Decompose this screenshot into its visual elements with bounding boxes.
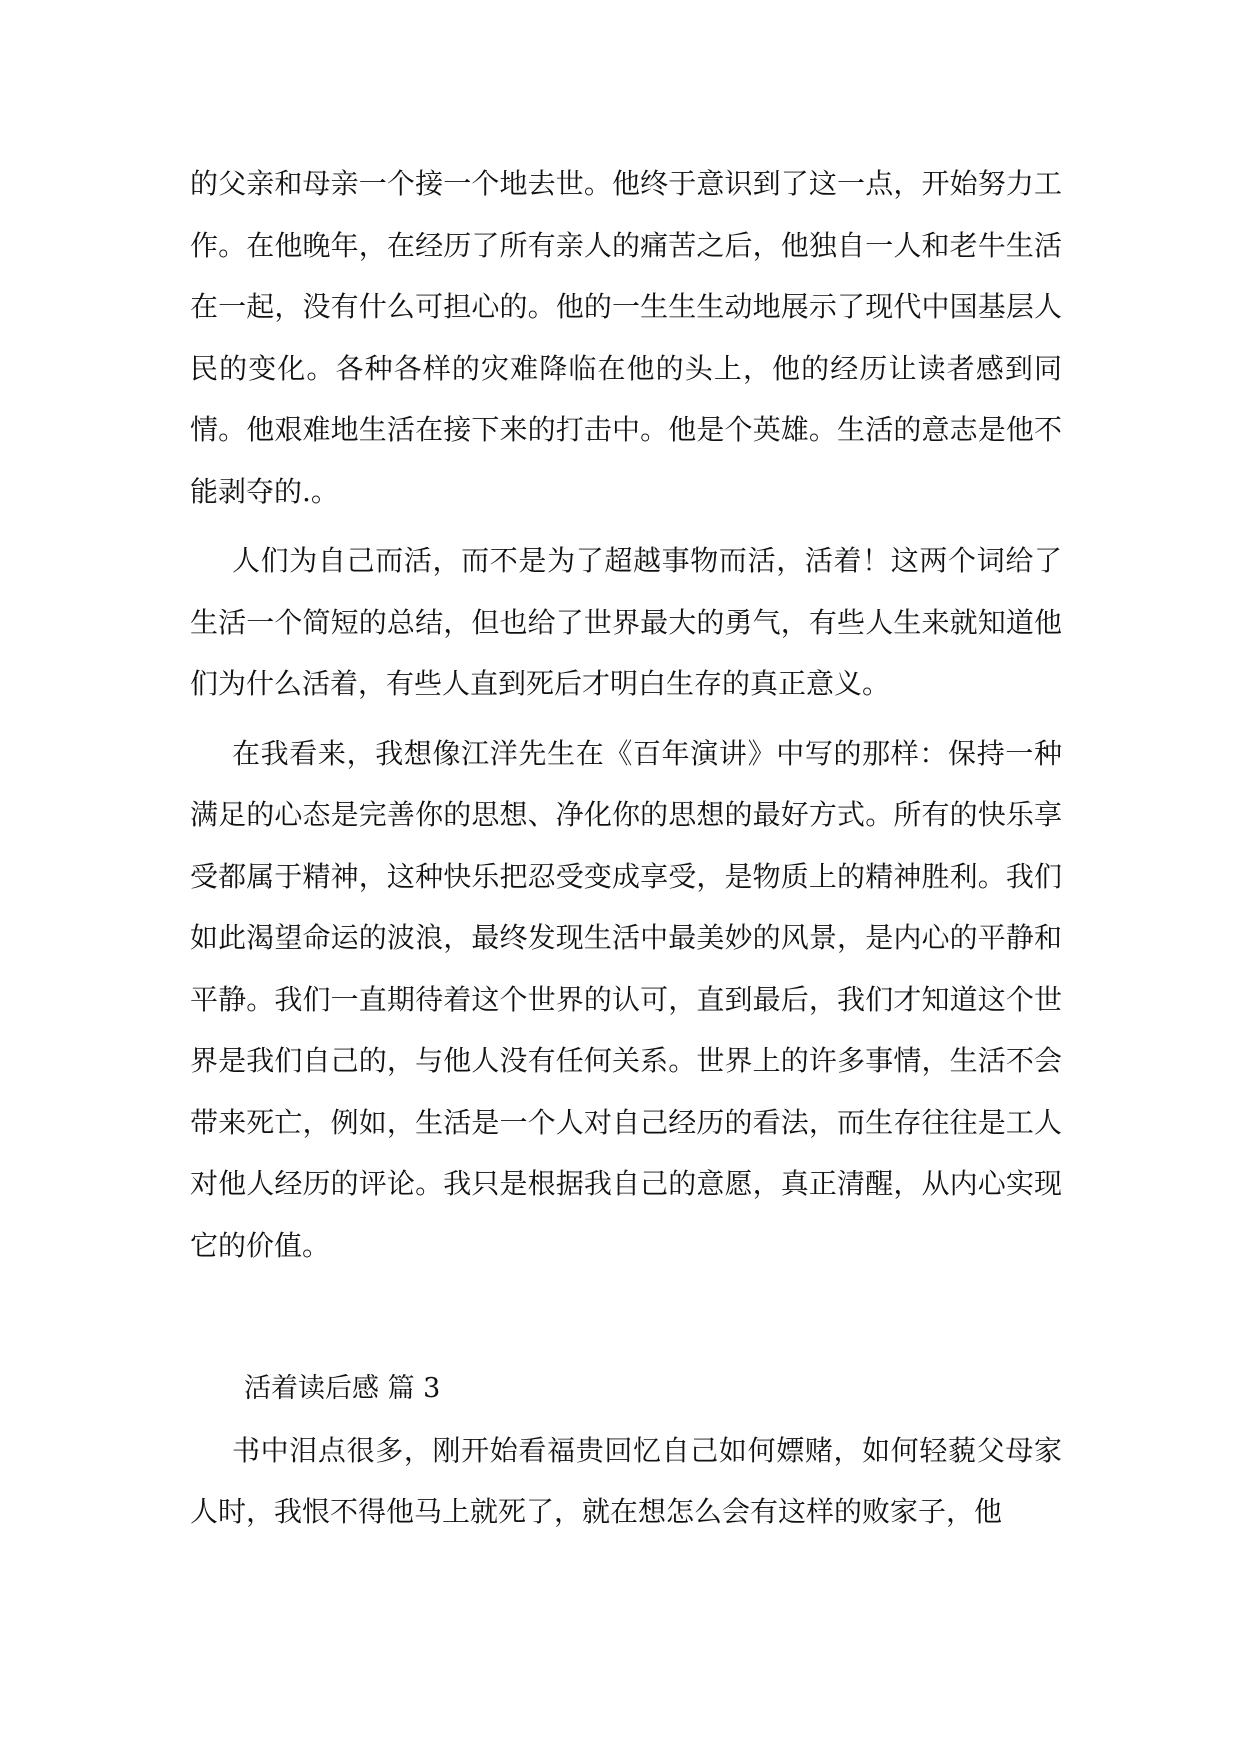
section-title: 活着读后感 篇 3 [244, 1373, 441, 1404]
document-body [190, 153, 1062, 1543]
paragraph-3: 在我看来，我想像江洋先生在《百年演讲》中写的那样：保持一种满足的心态是完善你的思想、净化你的思想的最好方式。所有的快乐享受都属于精神，这种快乐把忍受变成享受，是物质上的精神胜利。我们如此渴望命运的波浪，最终发现生活中最美妙的风景，是内心的平静和平静。我们一直期待着这个世界的认可，直到最后，我们才知道这个世界是我们自己的，与他人没有任何关系。世界上的许多事情，生活不会带来死亡，例如，生活是一个人对自己经历的看法，而生存往往是工人对他人经历的评论。我只是根据我自己的意愿，真正清醒，从内心实现它的价值。 [190, 736, 1062, 1262]
paragraph-4: 书中泪点很多，刚开始看福贵回忆自己如何嫖赌，如何轻藐父母家人时，我恨不得他马上就死了，就在想怎么会有这样的败家子，他 [190, 1433, 1062, 1528]
paragraph-2: 人们为自己而活，而不是为了超越事物而活，活着！这两个词给了生活一个简短的总结，但也给了世界最大的勇气，有些人生来就知道他们为什么活着，有些人直到死后才明白生存的真正意义。 [190, 544, 1062, 700]
paragraph-1: 的父亲和母亲一个接一个地去世。他终于意识到了这一点，开始努力工作。在他晚年，在经历了所有亲人的痛苦之后，他独自一人和老牛生活在一起，没有什么可担心的。他的一生生生动地展示了现代中国基层人民的变化。各种各样的灾难降临在他的头上，他的经历让读者感到同情。他艰难地生活在接下来的打击中。他是个英雄。生活的意志是他不能剥夺的.。 [190, 167, 1062, 508]
